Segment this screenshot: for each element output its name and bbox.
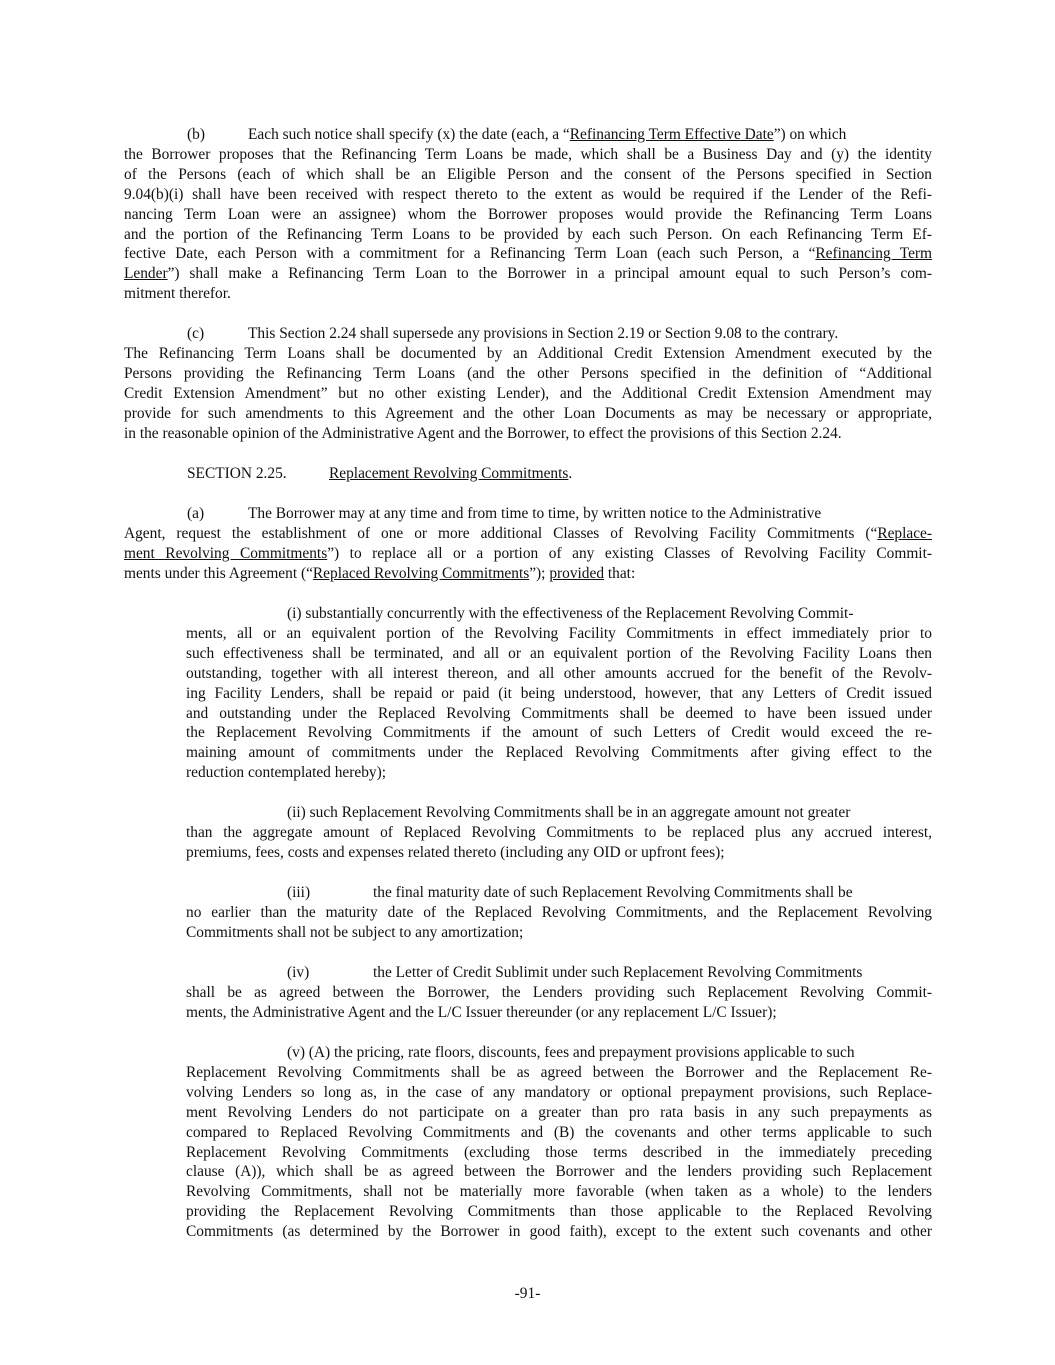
paragraph-b-line-1: (b) Each such notice shall specify (x) the date (each, a “Refinancing Term Effective Date”) on which — [187, 126, 847, 143]
paragraph-a-line-3: ment Revolving Commitments”) to replace all or a portion of any existing Classes of Revolving Facility Commit- — [124, 544, 932, 562]
paragraph-b-line-4: 9.04(b)(i) shall have been received with respect thereto to the extent as would be required if the Lender of the Refi- — [124, 185, 932, 203]
item-v — [186, 1043, 932, 1242]
item-i-line-2: ments, all or an equivalent portion of the Revolving Facility Commitments in effect immediately prior to — [186, 624, 932, 642]
item-ii-line-3: premiums, fees, costs and expenses related thereto (including any OID or upfront fees); — [186, 843, 725, 861]
paragraph-a-line-1: (a) The Borrower may at any time and from time to time, by written notice to the Administrative — [187, 505, 822, 522]
item-iii-line-3: Commitments shall not be subject to any amortization; — [186, 923, 524, 941]
item-iii — [186, 883, 932, 943]
paragraph-c-line-1: (c) This Section 2.24 shall supersede any provisions in Section 2.19 or Section 9.08 to the contrary. — [187, 325, 839, 342]
item-v-line-10: Commitments (as determined by the Borrower in good faith), except to the extent such covenants and other — [186, 1223, 932, 1241]
defined-term-refinancing-term-lender-part1: Refinancing Term — [815, 245, 932, 263]
paragraph-b-line-9: mitment therefor. — [124, 285, 231, 303]
paragraph-c-label: (c) — [187, 325, 205, 342]
defined-term-replacement-revolving-commitments-part1: Replace- — [877, 524, 932, 542]
paragraph-b-label: (b) — [187, 126, 205, 143]
paragraph-c — [124, 324, 932, 443]
paragraph-b-line-6: and the portion of the Refinancing Term Loans to be provided by each such Person. On each Refinancing Term Ef- — [124, 225, 932, 243]
paragraph-b-line-5: nancing Term Loan were an assignee) whom the Borrower proposes would provide the Refinancing Term Loans — [124, 205, 932, 223]
item-v-line-4: ment Revolving Lenders do not participate on a greater than pro rata basis in any such prepayments as — [186, 1103, 932, 1121]
paragraph-c-line-4: Credit Extension Amendment” but no other existing Lender), and the Additional Credit Extension Amendment may — [124, 384, 932, 402]
paragraph-c-line-5: provide for such amendments to this Agreement and the other Loan Documents as may be necessary or appropriate, — [124, 404, 932, 422]
item-iv-label: (iv) — [287, 964, 310, 981]
item-iii-line-1: (iii) the final maturity date of such Replacement Revolving Commitments shall be — [287, 884, 853, 901]
paragraph-a-label: (a) — [187, 505, 205, 522]
item-iii-line-2: no earlier than the maturity date of the Replaced Revolving Commitments, and the Replacement Revolving — [186, 903, 932, 921]
paragraph-c-line-2: The Refinancing Term Loans shall be documented by an Additional Credit Extension Amendment executed by the — [124, 344, 932, 362]
page-number: -91- — [514, 1285, 541, 1302]
paragraph-a-line-4: ments under this Agreement (“Replaced Revolving Commitments”); provided that: — [124, 564, 636, 582]
item-v-line-2: Replacement Revolving Commitments shall be as agreed between the Borrower and the Replacement Re- — [186, 1063, 932, 1081]
paragraph-c-line-6: in the reasonable opinion of the Administrative Agent and the Borrower, to effect the provisions of this Section 2.24. — [124, 424, 842, 442]
paragraph-b-line-2: the Borrower proposes that the Refinancing Term Loans be made, which shall be a Business Day and (y) the identity — [124, 145, 932, 163]
item-i-line-8: maining amount of commitments under the Replaced Revolving Commitments after giving effect to the — [186, 744, 932, 762]
defined-term-replacement-revolving-commitments-part2: ment Revolving Commitments — [124, 544, 328, 562]
item-v-line-3: volving Lenders so long as, in the case of any mandatory or optional prepayment provisions, such Replace- — [186, 1083, 932, 1101]
item-i-line-1: (i) substantially concurrently with the effectiveness of the Replacement Revolving Commit- — [287, 605, 854, 622]
paragraph-b-line-3: of the Persons (each of which shall be an Eligible Person and the consent of the Persons specified in Section — [124, 165, 932, 183]
defined-term-refinancing-term-effective-date: Refinancing Term Effective Date — [569, 126, 774, 143]
section-title: Replacement Revolving Commitments — [329, 465, 569, 482]
item-i-line-3: such effectiveness shall be terminated, and all or an equivalent portion of the Revolving Facility Loans then — [186, 644, 932, 662]
section-heading: SECTION 2.25. Replacement Revolving Commitments. — [187, 465, 573, 482]
item-i-line-5: ing Facility Lenders, shall be repaid or paid (it being understood, however, that any Letters of Credit issued — [186, 684, 932, 702]
item-iv-line-1: (iv) the Letter of Credit Sublimit under such Replacement Revolving Commitments — [287, 964, 863, 981]
item-i — [186, 604, 932, 783]
defined-term-refinancing-term-lender-part2: Lender — [124, 265, 168, 283]
paragraph-b-line-7: fective Date, each Person with a commitment for a Refinancing Term Loan (each such Person, a “Refinancing Term — [124, 245, 932, 263]
item-i-line-6: and outstanding under the Replaced Revolving Commitments shall be deemed to have been issued under — [186, 704, 932, 722]
item-ii — [186, 803, 932, 863]
item-v-line-5: compared to Replaced Revolving Commitments and (B) the covenants and other terms applicable to such — [186, 1123, 932, 1141]
paragraph-b-line-8: Lender”) shall make a Refinancing Term Loan to the Borrower in a principal amount equal to such Person’s com- — [124, 265, 932, 283]
item-i-line-7: the Replacement Revolving Commitments if the amount of such Letters of Credit would exceed the re- — [186, 724, 932, 742]
paragraph-a-line-2: Agent, request the establishment of one or more additional Classes of Revolving Facility Commitments (“Replace- — [124, 524, 932, 542]
defined-term-replaced-revolving-commitments: Replaced Revolving Commitments — [312, 564, 530, 582]
item-iv-line-2: shall be as agreed between the Borrower, the Lenders providing such Replacement Revolving Commit- — [186, 983, 932, 1001]
item-i-line-4: outstanding, together with all interest thereon, and all other amounts accrued for the benefit of the Revolv- — [186, 664, 932, 682]
item-iii-label: (iii) — [287, 884, 311, 901]
paragraph-c-line-3: Persons providing the Refinancing Term Loans (and the other Persons specified in the definition of “Additional — [124, 364, 932, 382]
item-i-line-9: reduction contemplated hereby); — [186, 764, 386, 782]
item-v-line-1: (v) (A) the pricing, rate floors, discounts, fees and prepayment provisions applicable to such — [287, 1044, 855, 1061]
item-iv — [186, 963, 932, 1023]
paragraph-a — [124, 504, 932, 584]
item-v-line-9: providing the Replacement Revolving Commitments than those applicable to the Replaced Revolving — [186, 1203, 932, 1221]
item-iv-line-3: ments, the Administrative Agent and the L/C Issuer thereunder (or any replacement L/C Issuer); — [186, 1003, 777, 1021]
item-v-line-7: clause (A)), which shall be as agreed between the Borrower and the lenders providing such Replacement — [186, 1163, 932, 1181]
item-ii-line-2: than the aggregate amount of Replaced Revolving Commitments to be replaced plus any accrued interest, — [186, 823, 932, 841]
item-ii-line-1: (ii) such Replacement Revolving Commitments shall be in an aggregate amount not greater — [287, 804, 851, 821]
section-number: SECTION 2.25. — [187, 465, 287, 482]
item-v-line-6: Replacement Revolving Commitments (excluding those terms described in the immediately preceding — [186, 1143, 932, 1161]
provided-term: provided — [549, 564, 605, 582]
item-v-line-8: Revolving Commitments, shall not be materially more favorable (when taken as a whole) to the lenders — [186, 1183, 932, 1201]
paragraph-b — [124, 125, 932, 304]
